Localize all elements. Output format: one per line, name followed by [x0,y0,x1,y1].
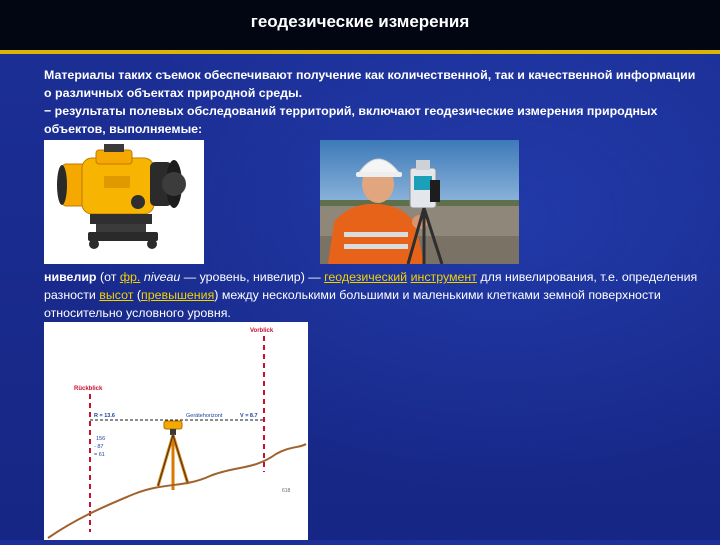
optical-level-illustration [44,140,204,264]
levelling-diagram-svg [44,322,308,540]
caption-text-7: ) между несколькими большими и маленькими клетками земной поверхности относительно условного уровня. [44,288,661,320]
fore-label: Vorblick [250,328,274,334]
center-label: Gerätehorizont [186,413,223,419]
calc-line-3: = 61 [94,452,105,458]
v-value: V = 8.7 [240,413,258,419]
caption-text-6: ( [133,288,141,302]
caption-text-5: для нивелирования, т.е. определения разности [44,270,698,302]
surveyor-photo [320,140,519,264]
title-underline [0,50,720,54]
surveyor-illustration [320,140,519,264]
link-instrument[interactable]: инструмент [410,270,477,284]
calc-line-1: 156 [96,436,106,442]
caption-text-3: — уровень, нивелир) — [180,270,325,284]
rear-label: Rückblick [74,386,103,392]
slide-title: геодезические измерения [250,12,470,31]
intro-paragraph [44,66,704,138]
term-niveau: niveau [143,270,181,284]
levelling-diagram [44,322,308,540]
intro-line-2: − результаты полевых обследований территорий, включают геодезические измерения природных объектов, выполняемые: [44,104,658,136]
link-geodetic[interactable]: геодезический [324,270,408,284]
intro-line-1: Материалы таких съемок обеспечивают получение как количественной, так и качественной информации о различных объектах природной среды. [44,68,696,100]
r-value: R = 13.6 [94,413,115,419]
link-french[interactable]: фр. [119,270,141,284]
link-elevation[interactable]: превышения [141,288,215,302]
level-definition [44,268,704,322]
calc-line-2: - 87 [94,444,104,450]
ground-value: 618 [282,488,291,494]
caption-text-1: (от [96,270,120,284]
link-heights[interactable]: высот [99,288,134,302]
level-instrument-photo [44,140,204,264]
term-level: нивелир [44,270,97,284]
